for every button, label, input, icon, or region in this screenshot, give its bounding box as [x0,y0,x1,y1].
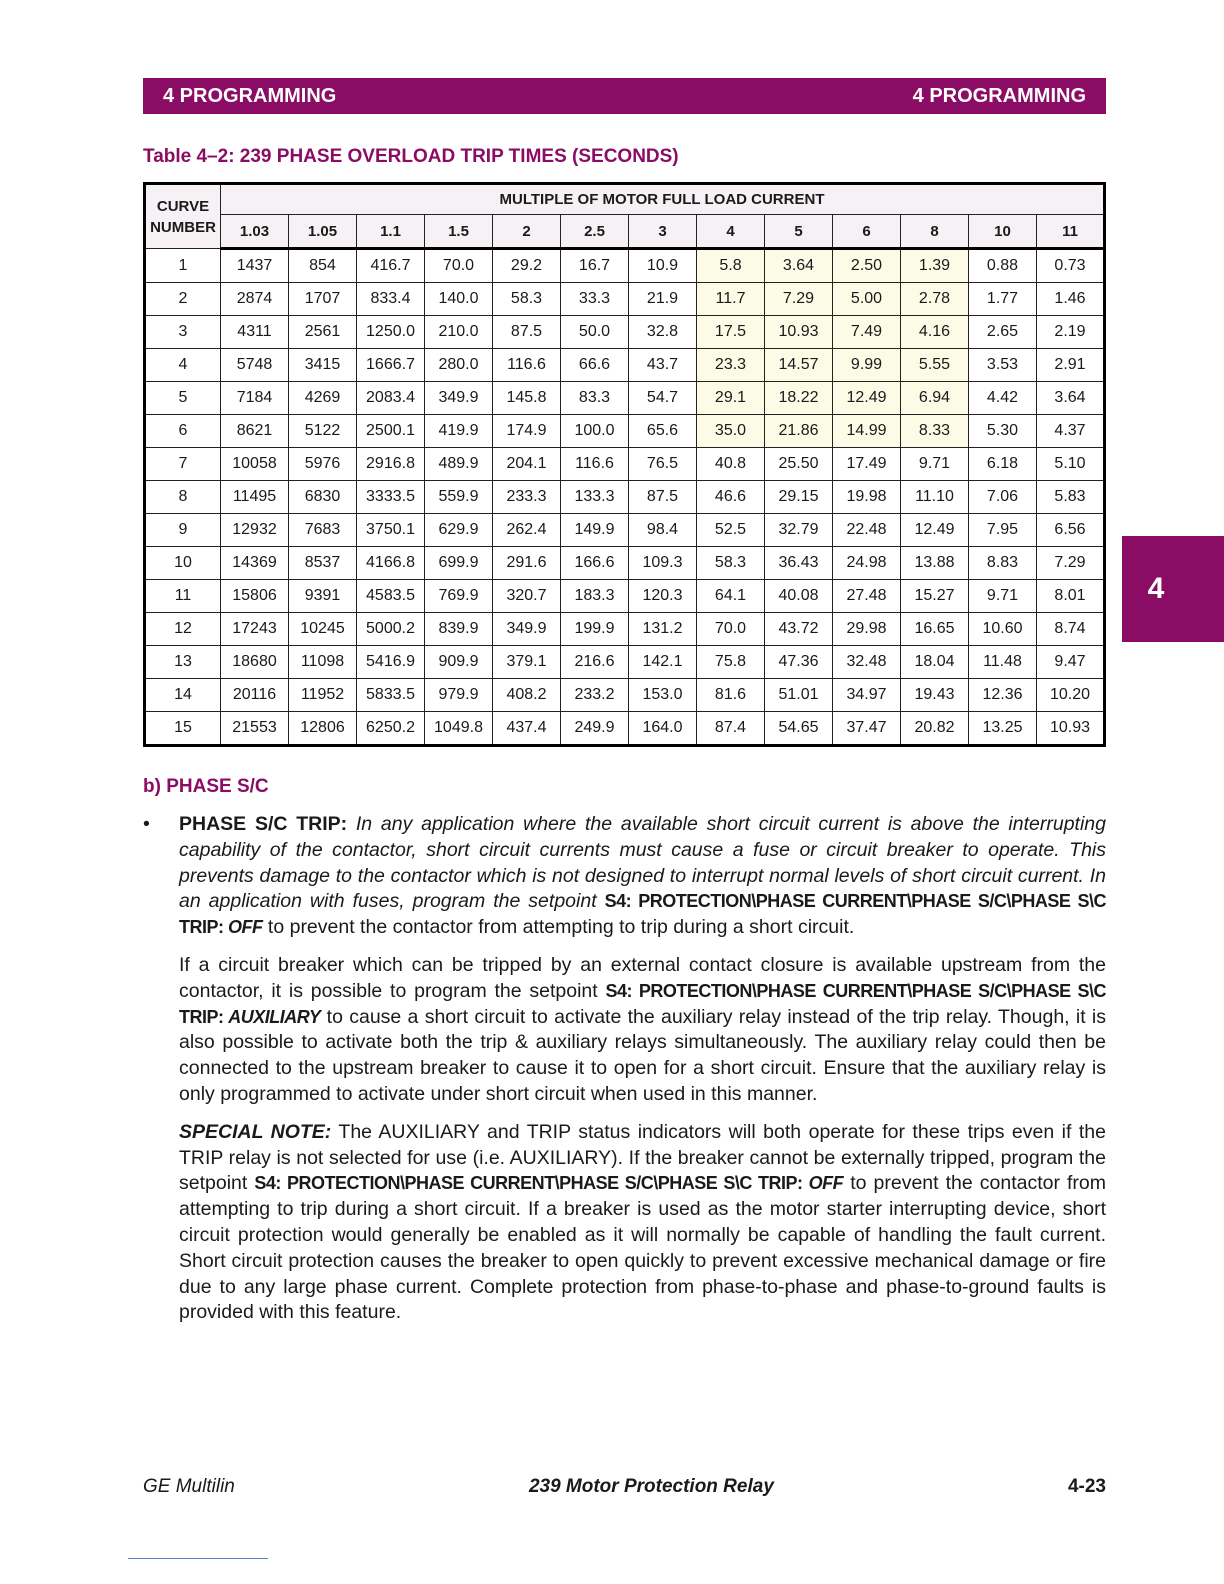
trip-time-cell: 100.0 [561,415,629,448]
trip-time-cell: 3.64 [1037,382,1105,415]
curve-number-cell: 12 [145,613,221,646]
p1-tail-text: to prevent the contactor from attempting to trip during a short circuit. [262,916,855,939]
table-row [145,448,1105,481]
trip-time-cell: 142.1 [629,646,697,679]
trip-time-cell: 8621 [221,415,289,448]
curve-number-cell: 4 [145,349,221,382]
trip-time-cell: 16.65 [901,613,969,646]
table-row [145,712,1105,746]
trip-time-cell: 7.49 [833,316,901,349]
trip-time-cell: 210.0 [425,316,493,349]
overload-trip-table [143,182,1106,747]
trip-time-cell: 7.06 [969,481,1037,514]
trip-time-cell: 98.4 [629,514,697,547]
trip-time-cell: 8.83 [969,547,1037,580]
p1-italic-text: In any application where the available short circuit current is above the interrupting capability of the contactor, short circuit currents must cause a fuse or circuit breaker to operate. This prevents damage to the contactor which is not designed to interrupt normal levels of short circuit current. In an application with fuses, program the setpoint [179,813,1106,913]
trip-time-cell: 1250.0 [357,316,425,349]
curve-number-cell: 1 [145,249,221,283]
trip-time-cell: 5.55 [901,349,969,382]
trip-time-cell: 9.71 [901,448,969,481]
trip-time-cell: 11.7 [697,283,765,316]
footer-company: GE Multilin [143,1476,235,1497]
column-header: 11 [1037,215,1105,249]
trip-time-cell: 70.0 [697,613,765,646]
trip-time-cell: 21.86 [765,415,833,448]
p2-tail-text: to cause a short circuit to activate the auxiliary relay instead of the trip relay. Though, it is also possible to activate both the trip & auxiliary relays simultaneously. The auxiliary relay could then be connected to the upstream breaker to cause it to open for a short circuit. Ensure that the auxiliary relay is only programmed to activate under short circuit when used in this manner. [179,1005,1106,1105]
trip-time-cell: 12.36 [969,679,1037,712]
trip-time-cell: 6.94 [901,382,969,415]
chapter-tab-label: 4 [1147,572,1165,605]
trip-time-cell: 52.5 [697,514,765,547]
trip-time-cell: 40.8 [697,448,765,481]
trip-time-cell: 419.9 [425,415,493,448]
trip-time-cell: 40.08 [765,580,833,613]
p3-text: The AUXILIARY and TRIP status indicators will both operate for these trips even if the TRIP relay is not selected for use (i.e. AUXILIARY). If the breaker cannot be externally tripped, program the setpoint [179,1120,1106,1195]
trip-time-cell: 699.9 [425,547,493,580]
special-note-label: SPECIAL NOTE: [179,1120,332,1143]
trip-time-cell: 43.7 [629,349,697,382]
trip-time-cell: 17.5 [697,316,765,349]
paragraph-circuit-breaker [179,953,1106,1108]
trip-time-cell: 131.2 [629,613,697,646]
trip-time-cell: 46.6 [697,481,765,514]
trip-time-cell: 14.57 [765,349,833,382]
header-left-title: 4 PROGRAMMING [163,84,337,107]
trip-time-cell: 164.0 [629,712,697,746]
trip-time-cell: 2083.4 [357,382,425,415]
curve-number-cell: 15 [145,712,221,746]
table-row [145,679,1105,712]
trip-time-cell: 76.5 [629,448,697,481]
trip-time-cell: 116.6 [561,448,629,481]
trip-time-cell: 4269 [289,382,357,415]
trip-time-cell: 18.22 [765,382,833,415]
trip-time-cell: 32.48 [833,646,901,679]
footer-divider [128,1558,268,1559]
trip-time-cell: 32.8 [629,316,697,349]
trip-time-cell: 20.82 [901,712,969,746]
curve-number-cell: 13 [145,646,221,679]
trip-time-cell: 629.9 [425,514,493,547]
trip-time-cell: 149.9 [561,514,629,547]
trip-time-cell: 6830 [289,481,357,514]
trip-time-cell: 216.6 [561,646,629,679]
trip-time-cell: 10.9 [629,249,697,283]
trip-time-cell: 13.88 [901,547,969,580]
table-row [145,382,1105,415]
trip-time-cell: 10058 [221,448,289,481]
trip-time-cell: 7.29 [765,283,833,316]
p3-tail-text: to prevent the contactor from attempting to trip during a short circuit. If a breaker is used as the motor starter interrupting device, short circuit protection would generally be enabled as it will normally be capable of handling the fault current. Short circuit protection causes the breaker to open quickly to prevent excessive mechanical damage or fire due to any large phase current. Complete protection from phase-to-phase and phase-to-ground faults is provided with this feature. [179,1172,1106,1324]
paragraph-special-note [179,1120,1106,1326]
trip-time-cell: 909.9 [425,646,493,679]
p2-setpoint-value: AUXILIARY [223,1006,321,1027]
header-right-title: 4 PROGRAMMING [912,84,1086,107]
trip-time-cell: 416.7 [357,249,425,283]
curve-number-cell: 3 [145,316,221,349]
curve-number-cell: 8 [145,481,221,514]
trip-time-cell: 4166.8 [357,547,425,580]
curve-number-cell: 11 [145,580,221,613]
trip-time-cell: 5000.2 [357,613,425,646]
bullet-icon: • [143,813,150,835]
trip-time-cell: 15.27 [901,580,969,613]
p1-setpoint: S4: PROTECTION\PHASE CURRENT\PHASE S/C\PHASE S\C TRIP: [179,891,1106,938]
trip-time-cell: 839.9 [425,613,493,646]
trip-time-cell: 58.3 [493,283,561,316]
phase-sc-trip-label: PHASE S/C TRIP: [179,813,348,835]
trip-time-cell: 7.95 [969,514,1037,547]
trip-time-cell: 11.48 [969,646,1037,679]
p3-setpoint-value: OFF [802,1173,844,1194]
trip-time-cell: 22.48 [833,514,901,547]
trip-time-cell: 8.33 [901,415,969,448]
column-header-row [145,215,1105,249]
column-header: 5 [765,215,833,249]
trip-time-cell: 5.8 [697,249,765,283]
curve-number-cell: 7 [145,448,221,481]
trip-time-cell: 75.8 [697,646,765,679]
curve-number-cell: 5 [145,382,221,415]
trip-time-cell: 12806 [289,712,357,746]
trip-time-cell: 5833.5 [357,679,425,712]
trip-time-cell: 140.0 [425,283,493,316]
trip-time-cell: 1.77 [969,283,1037,316]
trip-time-cell: 7683 [289,514,357,547]
trip-time-cell: 8.74 [1037,613,1105,646]
curve-number-cell: 10 [145,547,221,580]
footer-page-number: 4-23 [1067,1476,1106,1497]
trip-time-cell: 166.6 [561,547,629,580]
trip-time-cell: 5.30 [969,415,1037,448]
trip-time-cell: 29.2 [493,249,561,283]
trip-time-cell: 15806 [221,580,289,613]
trip-time-cell: 23.3 [697,349,765,382]
trip-time-cell: 145.8 [493,382,561,415]
trip-time-cell: 12932 [221,514,289,547]
trip-time-cell: 5416.9 [357,646,425,679]
section-header-bar [143,78,1106,114]
trip-time-cell: 65.6 [629,415,697,448]
table-row [145,547,1105,580]
trip-time-cell: 29.1 [697,382,765,415]
trip-time-cell: 3415 [289,349,357,382]
trip-time-cell: 64.1 [697,580,765,613]
trip-time-cell: 2.65 [969,316,1037,349]
trip-time-cell: 58.3 [697,547,765,580]
trip-time-cell: 70.0 [425,249,493,283]
trip-time-cell: 19.43 [901,679,969,712]
column-header: 8 [901,215,969,249]
p1-setpoint-value: OFF [223,917,263,938]
trip-time-cell: 262.4 [493,514,561,547]
trip-time-cell: 2.91 [1037,349,1105,382]
trip-time-cell: 32.79 [765,514,833,547]
trip-time-cell: 0.73 [1037,249,1105,283]
trip-time-cell: 379.1 [493,646,561,679]
table-row [145,316,1105,349]
trip-time-cell: 5976 [289,448,357,481]
trip-time-cell: 25.50 [765,448,833,481]
trip-time-cell: 2500.1 [357,415,425,448]
trip-time-cell: 349.9 [425,382,493,415]
trip-time-cell: 9.99 [833,349,901,382]
trip-time-cell: 10.93 [1037,712,1105,746]
trip-time-cell: 4.42 [969,382,1037,415]
trip-time-cell: 66.6 [561,349,629,382]
trip-time-cell: 3.53 [969,349,1037,382]
body-text [143,812,1106,1338]
trip-time-cell: 51.01 [765,679,833,712]
trip-time-cell: 34.97 [833,679,901,712]
trip-time-cell: 81.6 [697,679,765,712]
multiple-header: MULTIPLE OF MOTOR FULL LOAD CURRENT [221,184,1105,215]
trip-time-cell: 19.98 [833,481,901,514]
trip-time-cell: 18680 [221,646,289,679]
trip-time-cell: 280.0 [425,349,493,382]
trip-time-cell: 559.9 [425,481,493,514]
trip-time-cell: 120.3 [629,580,697,613]
table-title: Table 4–2: 239 PHASE OVERLOAD TRIP TIMES (SECONDS) [143,146,679,167]
trip-time-cell: 11098 [289,646,357,679]
trip-time-cell: 17.49 [833,448,901,481]
trip-time-cell: 4311 [221,316,289,349]
trip-time-cell: 349.9 [493,613,561,646]
trip-time-cell: 13.25 [969,712,1037,746]
trip-time-cell: 2.78 [901,283,969,316]
table-row [145,481,1105,514]
table-row [145,646,1105,679]
trip-time-cell: 12.49 [901,514,969,547]
trip-time-cell: 87.4 [697,712,765,746]
trip-time-cell: 233.2 [561,679,629,712]
column-header: 1.1 [357,215,425,249]
trip-time-cell: 24.98 [833,547,901,580]
column-header: 1.03 [221,215,289,249]
trip-time-cell: 87.5 [493,316,561,349]
table-row [145,613,1105,646]
trip-time-cell: 37.47 [833,712,901,746]
trip-time-cell: 10.20 [1037,679,1105,712]
trip-time-cell: 249.9 [561,712,629,746]
trip-time-cell: 43.72 [765,613,833,646]
table-row [145,415,1105,448]
trip-time-cell: 437.4 [493,712,561,746]
trip-time-cell: 2.50 [833,249,901,283]
trip-time-cell: 9.47 [1037,646,1105,679]
trip-time-cell: 116.6 [493,349,561,382]
table-row [145,349,1105,382]
trip-time-cell: 7.29 [1037,547,1105,580]
column-header: 3 [629,215,697,249]
trip-time-cell: 133.3 [561,481,629,514]
curve-number-cell: 9 [145,514,221,547]
trip-time-cell: 1.46 [1037,283,1105,316]
column-header: 1.05 [289,215,357,249]
curve-number-cell: 14 [145,679,221,712]
trip-time-cell: 174.9 [493,415,561,448]
trip-time-cell: 29.15 [765,481,833,514]
p2-text: If a circuit breaker which can be tripped by an external contact closure is available upstream from the contactor, it is possible to program the setpoint [179,953,1106,1002]
trip-time-cell: 21553 [221,712,289,746]
trip-time-cell: 18.04 [901,646,969,679]
column-header: 2.5 [561,215,629,249]
trip-time-cell: 408.2 [493,679,561,712]
trip-time-cell: 83.3 [561,382,629,415]
trip-time-cell: 47.36 [765,646,833,679]
table-row [145,514,1105,547]
trip-time-cell: 2561 [289,316,357,349]
trip-time-cell: 11495 [221,481,289,514]
trip-time-cell: 183.3 [561,580,629,613]
trip-time-cell: 3750.1 [357,514,425,547]
trip-time-cell: 854 [289,249,357,283]
trip-time-cell: 0.88 [969,249,1037,283]
p3-setpoint: S4: PROTECTION\PHASE CURRENT\PHASE S/C\PHASE S\C TRIP: [254,1173,803,1194]
trip-time-cell: 233.3 [493,481,561,514]
trip-time-cell: 5.83 [1037,481,1105,514]
trip-time-cell: 3.64 [765,249,833,283]
trip-time-cell: 979.9 [425,679,493,712]
trip-time-cell: 50.0 [561,316,629,349]
trip-time-cell: 21.9 [629,283,697,316]
curve-number-header: CURVE NUMBER [145,184,221,249]
trip-time-cell: 833.4 [357,283,425,316]
trip-time-cell: 16.7 [561,249,629,283]
trip-time-cell: 10245 [289,613,357,646]
column-header: 4 [697,215,765,249]
table-row [145,249,1105,283]
trip-time-cell: 35.0 [697,415,765,448]
table-row [145,283,1105,316]
trip-time-cell: 6.56 [1037,514,1105,547]
trip-time-cell: 12.49 [833,382,901,415]
column-header: 10 [969,215,1037,249]
trip-time-cell: 1666.7 [357,349,425,382]
trip-time-cell: 2874 [221,283,289,316]
trip-time-cell: 29.98 [833,613,901,646]
curve-number-cell: 6 [145,415,221,448]
trip-time-cell: 33.3 [561,283,629,316]
page-footer [143,1476,1106,1498]
trip-time-cell: 5748 [221,349,289,382]
trip-time-cell: 5.00 [833,283,901,316]
trip-time-cell: 489.9 [425,448,493,481]
trip-time-cell: 320.7 [493,580,561,613]
trip-time-cell: 4.37 [1037,415,1105,448]
chapter-tab[interactable] [1122,536,1224,642]
trip-time-cell: 54.65 [765,712,833,746]
trip-time-cell: 2916.8 [357,448,425,481]
trip-time-cell: 14369 [221,547,289,580]
trip-time-cell: 199.9 [561,613,629,646]
trip-time-cell: 1.39 [901,249,969,283]
trip-time-cell: 8.01 [1037,580,1105,613]
trip-time-cell: 9391 [289,580,357,613]
table-body [145,249,1105,746]
trip-time-cell: 36.43 [765,547,833,580]
trip-time-cell: 11.10 [901,481,969,514]
trip-time-cell: 54.7 [629,382,697,415]
trip-time-cell: 2.19 [1037,316,1105,349]
footer-product: 239 Motor Protection Relay [528,1476,774,1497]
trip-time-cell: 6.18 [969,448,1037,481]
trip-time-cell: 10.60 [969,613,1037,646]
trip-time-cell: 11952 [289,679,357,712]
trip-time-cell: 17243 [221,613,289,646]
paragraph-phase-sc-trip [143,812,1106,941]
trip-time-cell: 3333.5 [357,481,425,514]
trip-time-cell: 1707 [289,283,357,316]
column-header: 1.5 [425,215,493,249]
trip-time-cell: 109.3 [629,547,697,580]
column-header: 6 [833,215,901,249]
trip-time-cell: 27.48 [833,580,901,613]
trip-time-cell: 153.0 [629,679,697,712]
p2-setpoint: S4: PROTECTION\PHASE CURRENT\PHASE S/C\PHASE S\C TRIP: [179,980,1106,1027]
section-heading: b) PHASE S/C [143,776,269,797]
curve-number-cell: 2 [145,283,221,316]
trip-time-cell: 291.6 [493,547,561,580]
trip-time-cell: 87.5 [629,481,697,514]
trip-time-cell: 8537 [289,547,357,580]
trip-time-cell: 14.99 [833,415,901,448]
trip-time-cell: 4.16 [901,316,969,349]
trip-time-cell: 1437 [221,249,289,283]
trip-time-cell: 204.1 [493,448,561,481]
trip-time-cell: 769.9 [425,580,493,613]
trip-time-cell: 6250.2 [357,712,425,746]
trip-time-cell: 20116 [221,679,289,712]
trip-time-cell: 5122 [289,415,357,448]
trip-time-cell: 5.10 [1037,448,1105,481]
trip-time-cell: 1049.8 [425,712,493,746]
trip-time-cell: 10.93 [765,316,833,349]
trip-time-cell: 9.71 [969,580,1037,613]
table-row [145,580,1105,613]
trip-time-cell: 4583.5 [357,580,425,613]
trip-time-cell: 7184 [221,382,289,415]
column-header: 2 [493,215,561,249]
